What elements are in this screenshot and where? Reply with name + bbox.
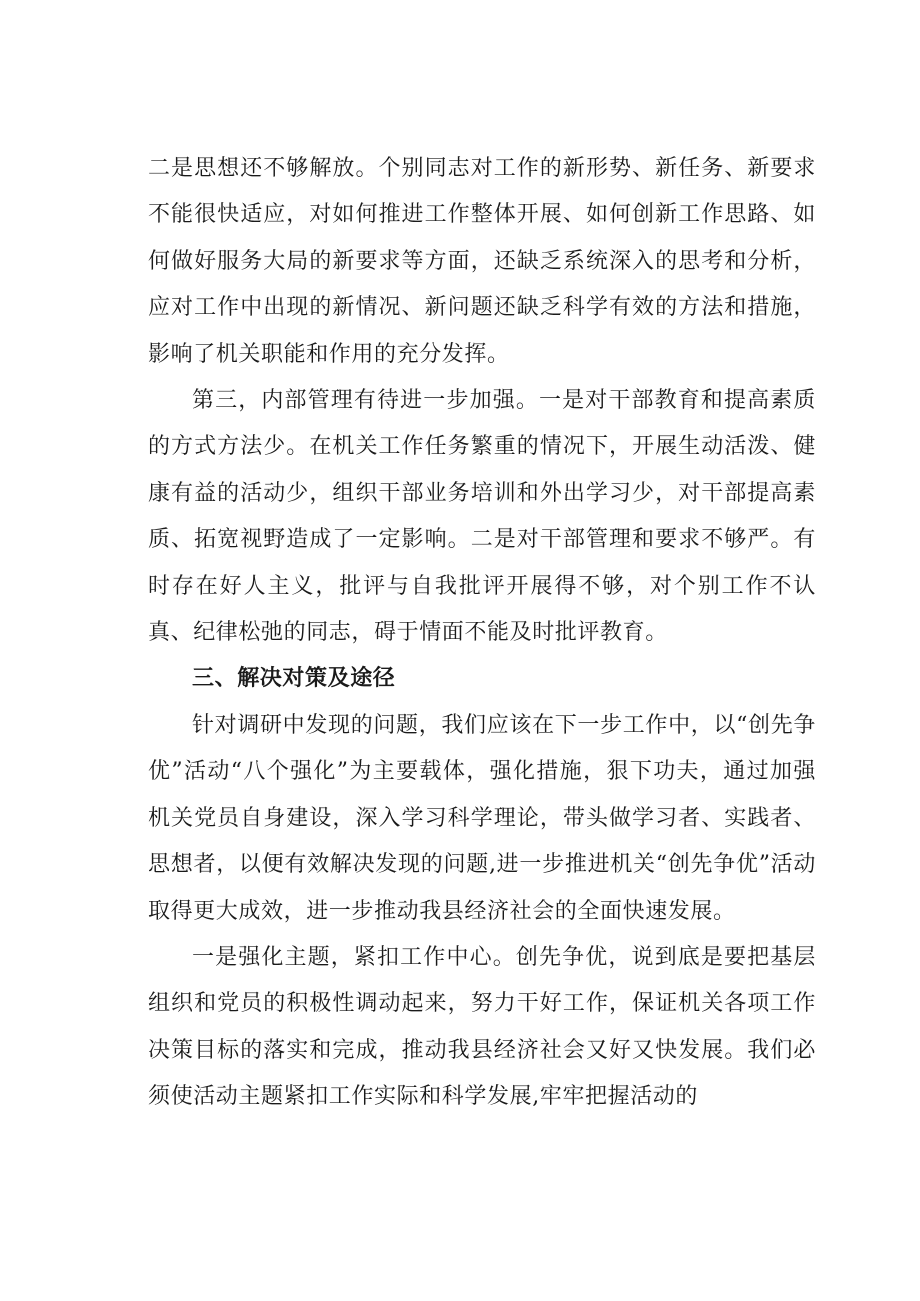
document-body [148, 146, 816, 1121]
paragraph-countermeasures: 针对调研中发现的问题，我们应该在下一步工作中，以“创先争优”活动“八个强化”为主要载体，强化措施，狠下功夫，通过加强机关党员自身建设，深入学习科学理论，带头做学习者、实践者、思想者，以便有效解决发现的问题,进一步推进机关“创先争优”活动取得更大成效，进一步推动我县经济社会的全面快速发展。 [148, 712, 816, 924]
paragraph-ideology: 二是思想还不够解放。个别同志对工作的新形势、新任务、新要求不能很快适应，对如何推进工作整体开展、如何创新工作思路、如何做好服务大局的新要求等方面，还缺乏系统深入的思考和分析，应对工作中出现的新情况、新问题还缺乏科学有效的方法和措施，影响了机关职能和作用的充分发挥。 [148, 156, 816, 367]
paragraph-strengthen-theme: 一是强化主题，紧扣工作中心。创先争优，说到底是要把基层组织和党员的积极性调动起来，努力干好工作，保证机关各项工作决策目标的落实和完成，推动我县经济社会又好又快发展。我们必须使活动主题紧扣工作实际和科学发展,牢牢把握活动的 [148, 944, 816, 1110]
section-heading-solutions: 三、解决对策及途径 [192, 666, 396, 692]
paragraph-internal-management: 第三，内部管理有待进一步加强。一是对干部教育和提高素质的方式方法少。在机关工作任务繁重的情况下，开展生动活泼、健康有益的活动少，组织干部业务培训和外出学习少，对干部提高素质、拓宽视野造成了一定影响。二是对干部管理和要求不够严。有时存在好人主义，批评与自我批评开展得不够，对个别工作不认真、纪律松弛的同志，碍于情面不能及时批评教育。 [148, 388, 816, 646]
